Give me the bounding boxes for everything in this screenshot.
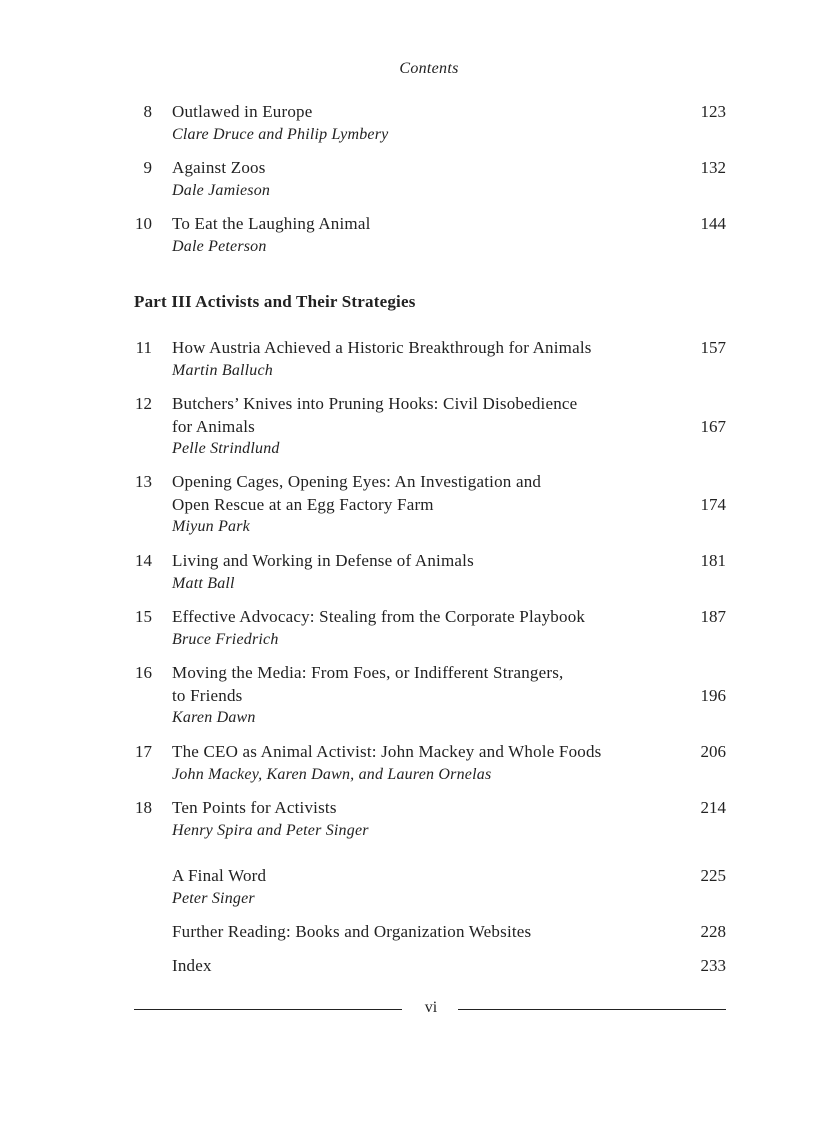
chapter-author: Peter Singer bbox=[172, 889, 255, 907]
part-heading: Part III Activists and Their Strategies bbox=[134, 292, 416, 311]
chapter-title-line: To Eat the Laughing Animal bbox=[172, 214, 371, 233]
chapter-number: 8 bbox=[143, 102, 152, 121]
toc-entry bbox=[130, 797, 726, 842]
chapter-title-line: Ten Points for Activists bbox=[172, 798, 337, 817]
toc-entry bbox=[130, 606, 726, 651]
chapter-title-line: How Austria Achieved a Historic Breakthrough for Animals bbox=[172, 338, 592, 357]
chapter-number: 15 bbox=[135, 607, 152, 626]
toc-entry bbox=[130, 550, 726, 595]
chapter-title-line: to Friends bbox=[172, 685, 243, 705]
chapter-author: Bruce Friedrich bbox=[172, 630, 279, 648]
page-number: 167 bbox=[700, 416, 726, 436]
chapter-number: 16 bbox=[135, 663, 152, 682]
chapter-author: Henry Spira and Peter Singer bbox=[172, 821, 369, 839]
chapter-author: Miyun Park bbox=[172, 518, 250, 535]
running-head: Contents bbox=[399, 60, 459, 77]
folio-rule-left bbox=[134, 1009, 402, 1010]
page-number: 144 bbox=[700, 214, 726, 233]
chapter-title-line: Open Rescue at an Egg Factory Farm bbox=[172, 494, 434, 514]
folio-rule-right bbox=[458, 1009, 726, 1010]
toc-entry bbox=[130, 393, 726, 461]
page-number: 181 bbox=[700, 551, 726, 570]
toc-entry bbox=[130, 741, 726, 786]
toc-entry bbox=[130, 213, 726, 258]
toc-entry bbox=[130, 865, 726, 910]
page-number: 228 bbox=[700, 922, 726, 941]
chapter-author: Clare Druce and Philip Lymbery bbox=[172, 125, 389, 143]
chapter-title-line: Effective Advocacy: Stealing from the Corporate Playbook bbox=[172, 607, 586, 626]
chapter-number: 9 bbox=[143, 158, 152, 177]
toc-entry bbox=[130, 955, 726, 978]
page-number: 225 bbox=[700, 866, 726, 885]
chapter-author: Pelle Strindlund bbox=[172, 440, 280, 457]
chapter-number: 10 bbox=[135, 214, 152, 233]
toc-entry bbox=[130, 471, 726, 539]
chapter-number: 11 bbox=[135, 338, 152, 357]
chapter-author: Matt Ball bbox=[172, 574, 235, 592]
folio-number: vi bbox=[424, 999, 438, 1016]
page-number: 123 bbox=[700, 102, 726, 121]
chapter-title-line: Outlawed in Europe bbox=[172, 102, 313, 121]
page-number: 233 bbox=[700, 956, 726, 975]
toc-entry bbox=[130, 662, 726, 730]
chapter-title-line: Index bbox=[172, 956, 212, 975]
chapter-number: 13 bbox=[135, 472, 152, 491]
chapter-author: John Mackey, Karen Dawn, and Lauren Ornelas bbox=[172, 765, 492, 783]
chapter-author: Dale Peterson bbox=[172, 237, 267, 255]
chapter-number: 17 bbox=[135, 742, 152, 761]
page-number: 187 bbox=[700, 607, 726, 626]
chapter-author: Karen Dawn bbox=[172, 709, 256, 726]
page-number: 214 bbox=[700, 798, 726, 817]
toc-entry bbox=[130, 157, 726, 202]
page-number: 174 bbox=[700, 494, 726, 514]
toc-entry bbox=[130, 921, 726, 944]
chapter-number: 14 bbox=[135, 551, 152, 570]
chapter-title-line: Further Reading: Books and Organization Websites bbox=[172, 922, 532, 941]
toc-entry bbox=[130, 337, 726, 382]
page-number: 206 bbox=[700, 742, 726, 761]
chapter-title-line: Against Zoos bbox=[172, 158, 266, 177]
chapter-title-line: The CEO as Animal Activist: John Mackey and Whole Foods bbox=[172, 742, 602, 761]
chapter-title-line: Moving the Media: From Foes, or Indifferent Strangers, bbox=[172, 663, 564, 682]
chapter-title-line: Living and Working in Defense of Animals bbox=[172, 551, 474, 570]
page-number: 196 bbox=[700, 685, 726, 705]
chapter-number: 12 bbox=[135, 394, 152, 413]
chapter-title-line: Butchers’ Knives into Pruning Hooks: Civil Disobedience bbox=[172, 394, 578, 413]
page-number: 132 bbox=[700, 158, 726, 177]
toc-entry bbox=[130, 101, 726, 146]
page-number: 157 bbox=[700, 338, 726, 357]
chapter-title-line: Opening Cages, Opening Eyes: An Investigation and bbox=[172, 472, 542, 491]
chapter-title-line: A Final Word bbox=[172, 866, 267, 885]
chapter-number: 18 bbox=[135, 798, 152, 817]
chapter-author: Martin Balluch bbox=[172, 361, 274, 379]
chapter-title-line: for Animals bbox=[172, 416, 255, 436]
chapter-author: Dale Jamieson bbox=[172, 181, 271, 199]
